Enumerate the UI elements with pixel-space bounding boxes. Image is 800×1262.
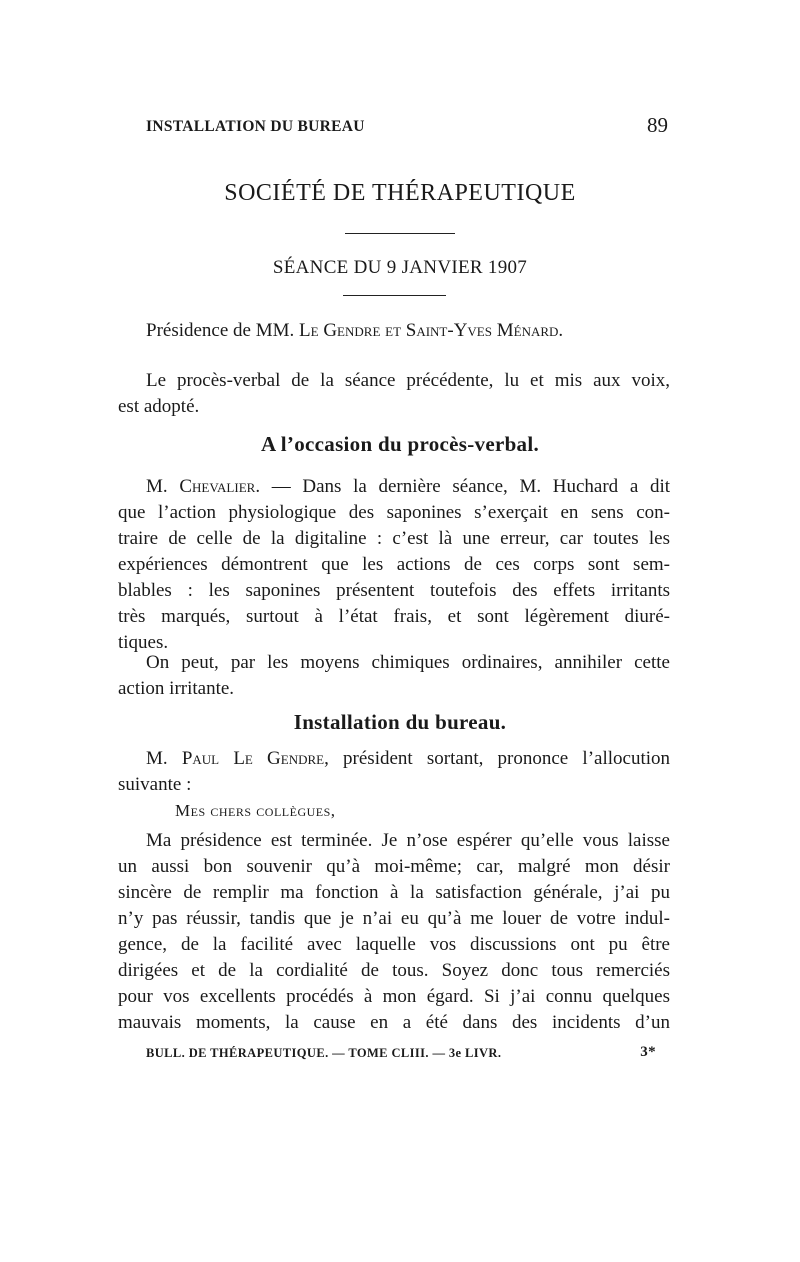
- text-line: est adopté.: [118, 396, 200, 417]
- chemical-paragraph: [118, 650, 670, 702]
- speaker-name: Chevalier: [179, 476, 256, 497]
- running-title: INSTALLATION DU BUREAU: [146, 118, 365, 135]
- text-line: tiques.: [118, 632, 169, 653]
- minutes-paragraph: [118, 368, 670, 420]
- text-line: Le procès-verbal de la séance précédente, lu et mis aux voix,: [146, 370, 670, 391]
- text-line: gence, de la facilité avec laquelle vos discussions ont pu être: [118, 934, 670, 955]
- text-line: mauvais moments, la cause en a été dans des incidents d’un: [118, 1012, 670, 1033]
- text-line: dirigées et de la cordialité de tous. Soyez donc tous remerciés: [118, 960, 670, 981]
- speaker-name: Paul Le Gendre: [181, 748, 325, 769]
- presidence-prefix: Présidence de MM.: [146, 320, 300, 341]
- speaker-text: . — Dans la dernière séance, M. Huchard a dit: [255, 476, 670, 497]
- section-heading-installation: Installation du bureau.: [293, 710, 507, 734]
- title-rule: [345, 233, 455, 234]
- page-number: 89: [647, 113, 668, 137]
- text-line: que l’action physiologique des saponines s’exerçait en sens con-: [118, 502, 670, 523]
- footer-sheet-mark: 3*: [640, 1044, 656, 1060]
- text-line: très marqués, surtout à l’état frais, et sont légèrement diuré-: [118, 606, 670, 627]
- text-line: On peut, par les moyens chimiques ordinaires, annihiler cette: [146, 652, 670, 673]
- speaker-prefix: M.: [146, 748, 182, 769]
- text-line: action irritante.: [118, 678, 235, 699]
- text-line: blables : les saponines présentent toutefois des effets irritants: [118, 580, 670, 601]
- text-line: n’y pas réussir, tandis que je n’ai eu qu’à me louer de votre indul-: [118, 908, 670, 929]
- speaker-text: , président sortant, prononce l’allocution: [324, 748, 670, 769]
- presidence-names: Le Gendre et Saint-Yves Ménard: [299, 320, 559, 341]
- text-line: un aussi bon souvenir qu’à moi-même; car, malgré mon désir: [118, 856, 670, 877]
- speaker-prefix: M.: [146, 476, 180, 497]
- society-title: SOCIÉTÉ DE THÉRAPEUTIQUE: [224, 180, 576, 206]
- text-line: [118, 746, 670, 772]
- text-line: Ma présidence est terminée. Je n’ose espérer qu’elle vous laisse: [146, 830, 670, 851]
- section-heading-proces-verbal: A l’occasion du procès-verbal.: [260, 432, 540, 456]
- running-head: [0, 113, 670, 142]
- session-title: SÉANCE DU 9 JANVIER 1907: [272, 257, 528, 278]
- text-line: suivante :: [118, 774, 192, 795]
- legendre-paragraph: [118, 746, 670, 798]
- address-paragraph: [118, 828, 670, 1036]
- text-line: [118, 474, 670, 500]
- footer-signature-line: BULL. DE THÉRAPEUTIQUE. — TOME CLIII. — 3e LIVR.: [146, 1046, 502, 1060]
- page-footer: [146, 1046, 656, 1066]
- text-line: sincère de remplir ma fonction à la satisfaction générale, j’ai pu: [118, 882, 670, 903]
- presidence-line: [146, 320, 563, 342]
- presidence-suffix: .: [558, 320, 564, 341]
- salutation: Mes chers collègues,: [175, 801, 336, 820]
- chevalier-paragraph: [118, 474, 670, 656]
- text-line: expériences démontrent que les actions de ces corps sont sem-: [118, 554, 670, 575]
- session-rule: [343, 295, 446, 296]
- text-line: traire de celle de la digitaline : c’est là une erreur, car toutes les: [118, 528, 670, 549]
- text-line: pour vos excellents procédés à mon égard. Si j’ai connu quelques: [118, 986, 670, 1007]
